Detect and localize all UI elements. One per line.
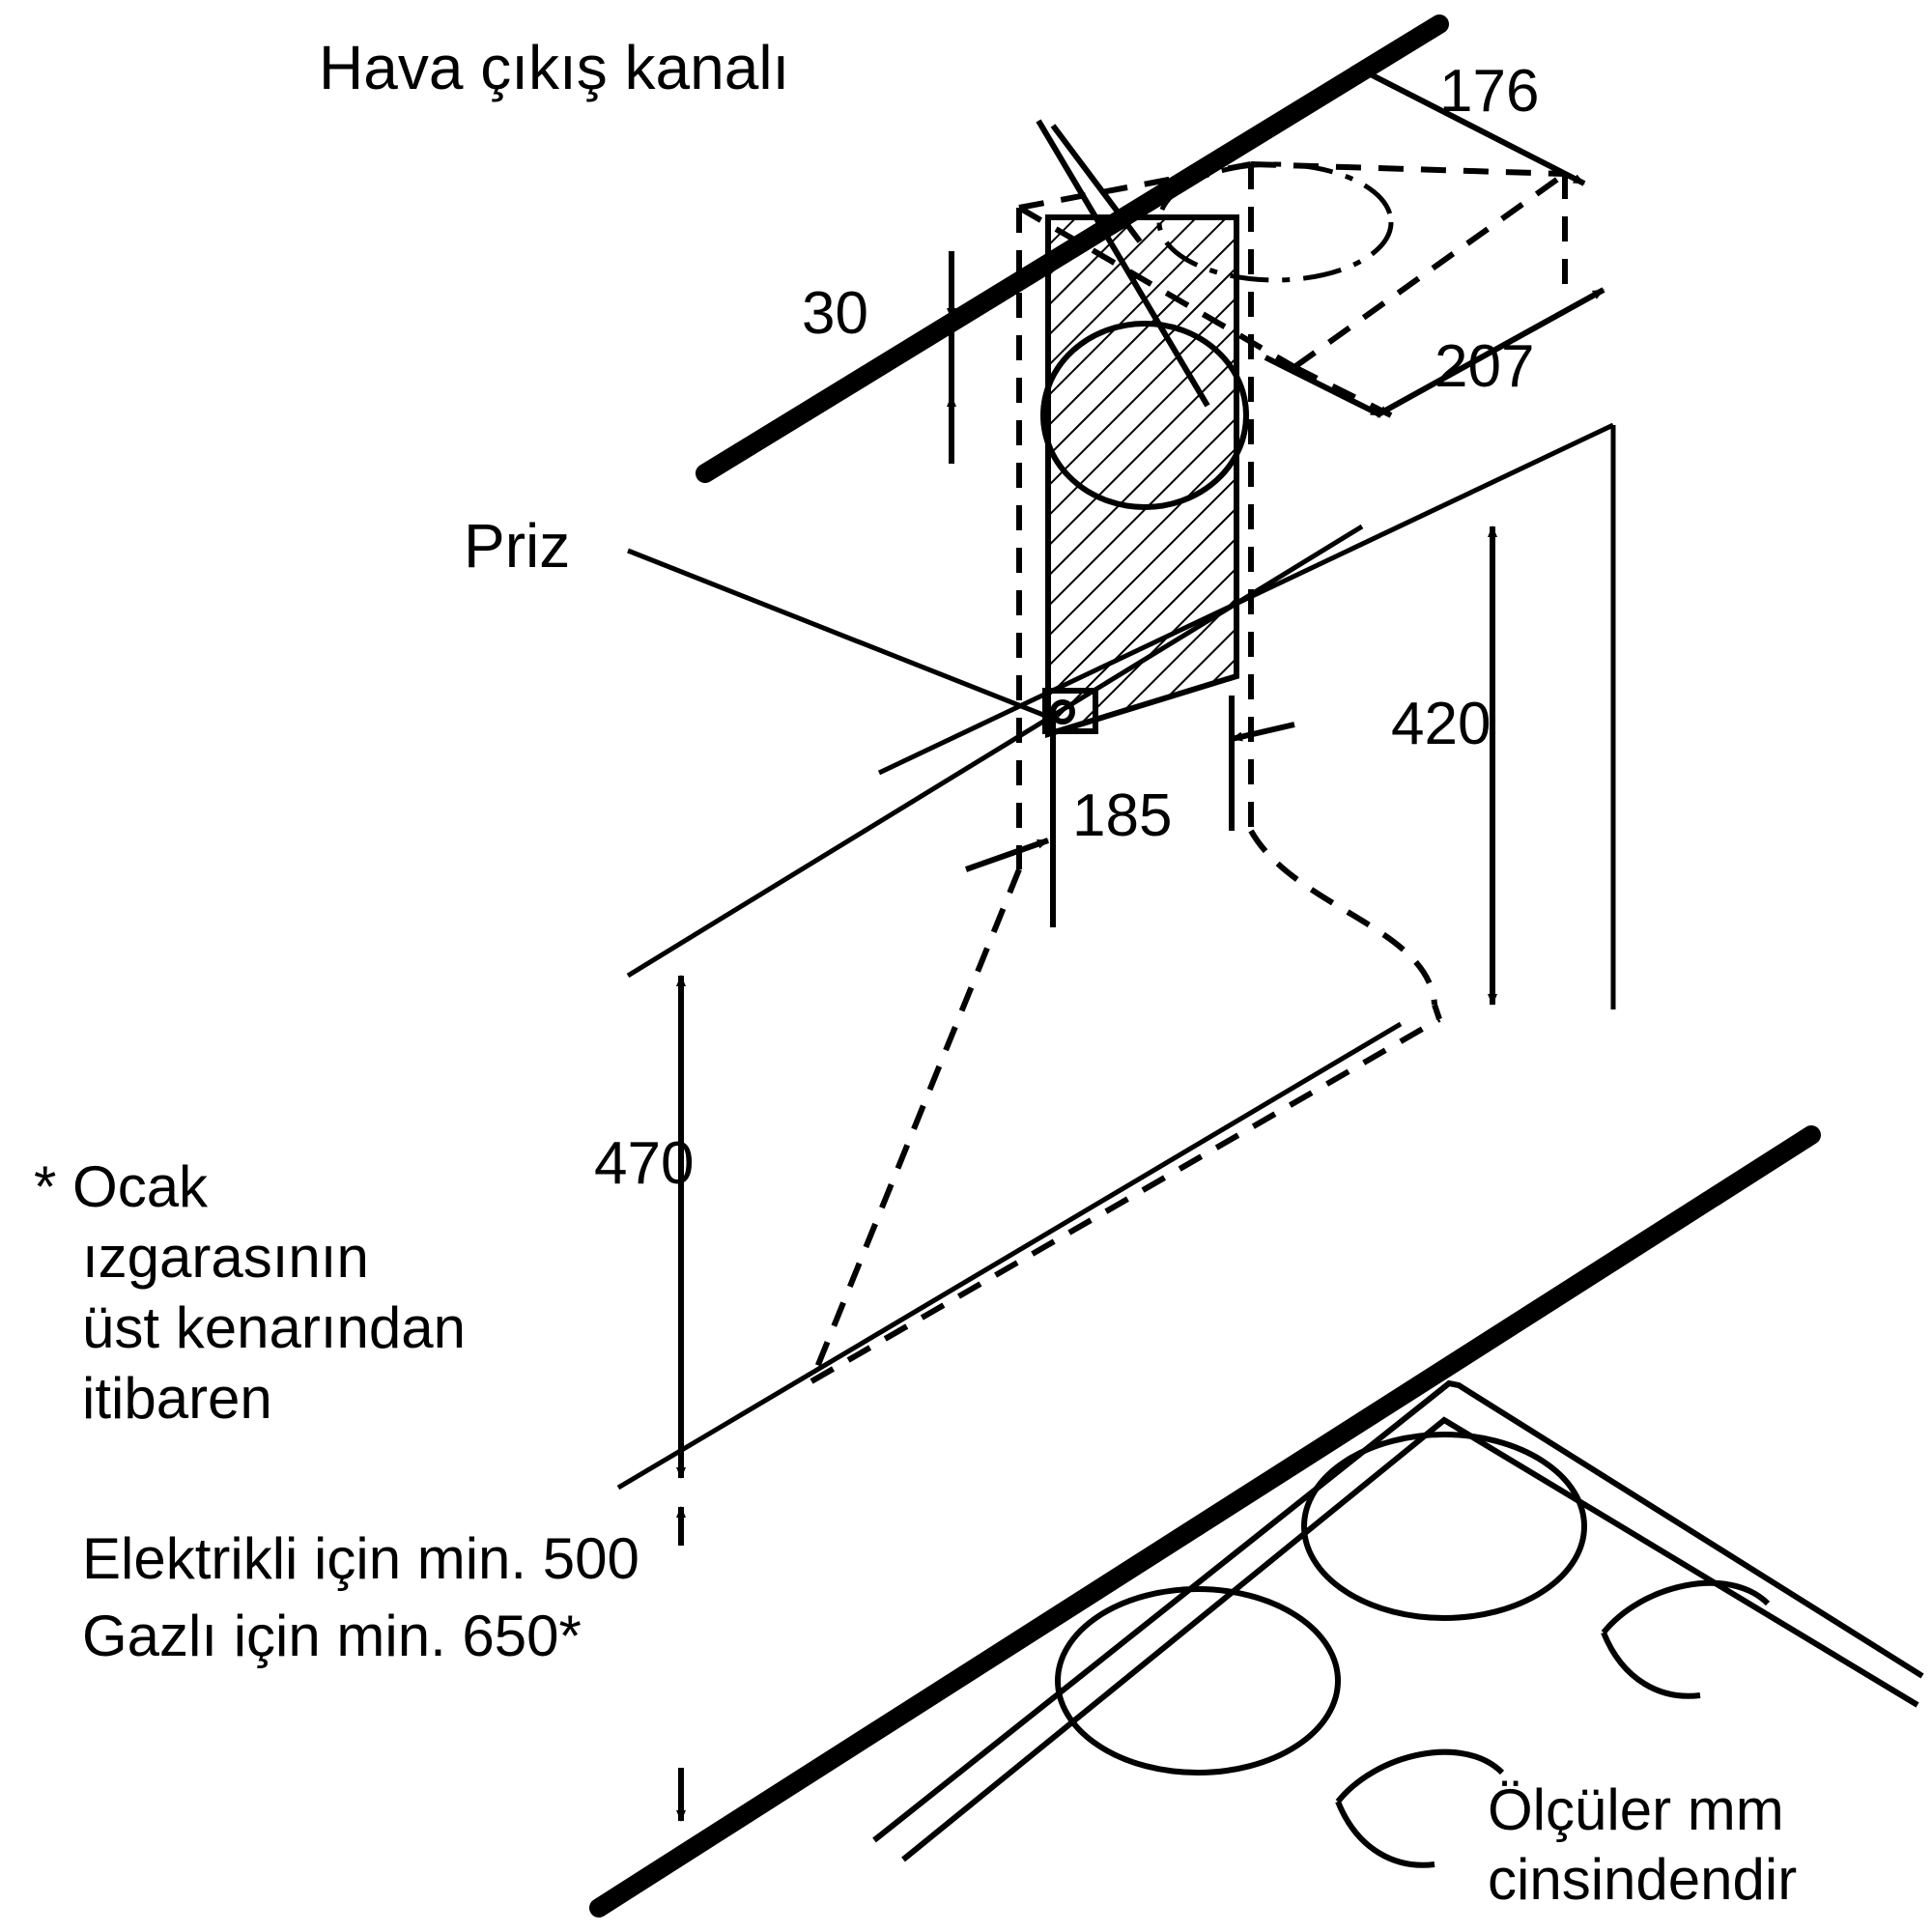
- units-note-line-2: cinsindendir: [1488, 1847, 1798, 1912]
- dimension-value-185: 185: [1072, 782, 1173, 849]
- dimension-value-470: 470: [594, 1130, 695, 1197]
- footnote-line-1: * Ocak: [34, 1154, 209, 1219]
- worktop-plane-line: [618, 1024, 1401, 1488]
- dimension-value-176: 176: [1439, 58, 1540, 125]
- footnote-line-2: ızgarasının: [82, 1225, 369, 1290]
- dimension-value-207: 207: [1435, 333, 1535, 400]
- min-height-gas: Gazlı için min. 650*: [82, 1604, 582, 1668]
- label-socket: Priz: [464, 511, 571, 581]
- dimension-value-30: 30: [802, 280, 868, 347]
- socket-leader-line: [628, 551, 1043, 715]
- min-height-electric: Elektrikli için min. 500: [82, 1526, 639, 1591]
- footnote-line-3: üst kenarından: [82, 1295, 466, 1360]
- label-air-outlet: Hava çıkış kanalı: [319, 33, 790, 102]
- footnote-line-4: itibaren: [82, 1366, 272, 1431]
- units-note-line-1: Ölçüler mm: [1488, 1777, 1784, 1842]
- dimension-value-420: 420: [1391, 691, 1492, 757]
- hood-funnel-dashed: [811, 831, 1439, 1381]
